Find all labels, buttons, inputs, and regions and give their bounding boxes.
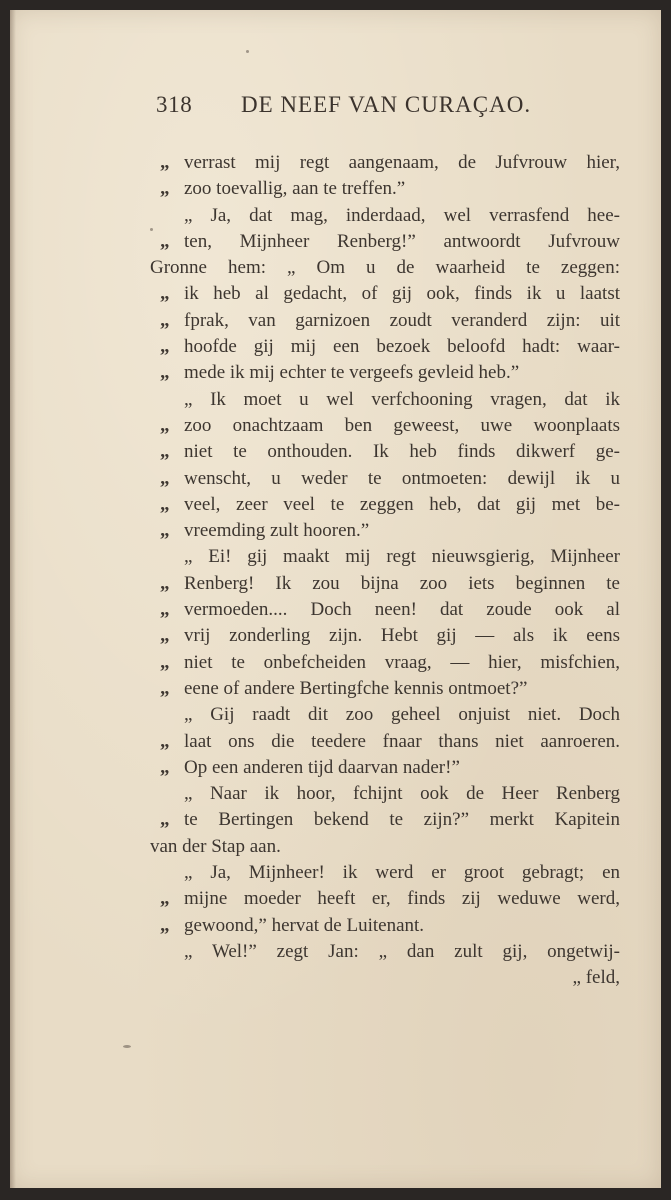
text-line <box>150 281 620 307</box>
running-head: DE NEEF VAN CURAÇAO. <box>241 92 532 117</box>
quote-mark: „ <box>160 809 169 831</box>
line-text: mede ik mij echter te vergeefs gevleid heb.” <box>184 362 520 384</box>
line-text: zoo onachtzaam ben geweest, uwe woonplaats <box>184 414 620 436</box>
line-text: hoofde gij mij een bezoek beloofd hadt: waar- <box>184 336 620 358</box>
line-text: „ Ja, Mijnheer! ik werd er groot gebragt; en <box>184 862 620 884</box>
line-text: „ Gij raadt dit zoo geheel onjuist niet. Doch <box>184 704 620 726</box>
quote-mark: „ <box>160 362 169 384</box>
line-text: „ Naar ik hoor, fchijnt ook de Heer Renberg <box>184 783 620 805</box>
quote-mark: „ <box>160 178 169 200</box>
line-text: „ feld, <box>572 967 620 989</box>
text-line <box>150 913 620 939</box>
book-page <box>10 10 661 1188</box>
line-text: niet te onthouden. Ik heb finds dikwerf ge- <box>184 441 620 463</box>
text-line <box>150 834 620 860</box>
text-line <box>150 597 620 623</box>
line-text: vreemding zult hooren.” <box>184 520 370 542</box>
quote-mark: „ <box>160 309 169 331</box>
line-text: mijne moeder heeft er, finds zij weduwe werd, <box>184 888 620 910</box>
text-line <box>150 676 620 702</box>
body-text <box>150 150 620 992</box>
line-text: „ Ei! gij maakt mij regt nieuwsgierig, Mijnheer <box>184 546 620 568</box>
line-text: Gronne hem: „ Om u de waarheid te zeggen: <box>150 257 620 279</box>
text-line <box>150 729 620 755</box>
line-text: vrij zonderling zijn. Hebt gij — als ik eens <box>184 625 620 647</box>
text-line <box>150 886 620 912</box>
quote-mark: „ <box>160 520 169 542</box>
line-text: fprak, van garnizoen zoudt veranderd zijn: uit <box>184 309 620 331</box>
line-text: „ Wel!” zegt Jan: „ dan zult gij, ongetwij- <box>184 940 620 962</box>
text-line <box>150 492 620 518</box>
paper-speck <box>123 1045 131 1048</box>
text-line <box>150 807 620 833</box>
line-text: ik heb al gedacht, of gij ook, finds ik u laatst <box>184 283 620 305</box>
text-line <box>150 387 620 413</box>
line-text: wenscht, u weder te ontmoeten: dewijl ik u <box>184 467 620 489</box>
text-line <box>150 439 620 465</box>
line-text: van der Stap aan. <box>150 835 281 857</box>
line-text: te Bertingen bekend te zijn?” merkt Kapitein <box>184 809 620 831</box>
text-line <box>150 308 620 334</box>
quote-mark: „ <box>160 914 169 936</box>
quote-mark: „ <box>160 625 169 647</box>
quote-mark: „ <box>160 336 169 358</box>
text-line <box>150 623 620 649</box>
quote-mark: „ <box>160 441 169 463</box>
text-line <box>150 360 620 386</box>
quote-mark: „ <box>160 651 169 673</box>
page-number: 318 <box>156 92 193 117</box>
text-line <box>150 150 620 176</box>
text-line <box>150 702 620 728</box>
text-line <box>150 229 620 255</box>
line-text: vermoeden.... Doch neen! dat zoude ook al <box>184 599 620 621</box>
quote-mark: „ <box>160 756 169 778</box>
quote-mark: „ <box>160 414 169 436</box>
line-text: laat ons die teedere fnaar thans niet aanroeren. <box>184 730 620 752</box>
text-line <box>150 650 620 676</box>
line-text: verrast mij regt aangenaam, de Jufvrouw hier, <box>184 152 620 173</box>
text-line <box>150 334 620 360</box>
line-text: gewoond,” hervat de Luitenant. <box>184 914 425 936</box>
quote-mark: „ <box>160 230 169 252</box>
line-text: zoo toevallig, aan te treffen.” <box>184 178 406 200</box>
line-text: veel, zeer veel te zeggen heb, dat gij met be- <box>184 493 620 515</box>
page-header <box>156 92 616 126</box>
text-line <box>150 860 620 886</box>
text-line <box>150 755 620 781</box>
quote-mark: „ <box>160 677 169 699</box>
text-line <box>150 413 620 439</box>
text-line <box>150 571 620 597</box>
paper-speck <box>150 228 153 231</box>
quote-mark: „ <box>160 572 169 594</box>
line-text: „ Ja, dat mag, inderdaad, wel verrasfend hee- <box>184 204 620 226</box>
text-line <box>150 255 620 281</box>
quote-mark: „ <box>160 599 169 621</box>
quote-mark: „ <box>160 283 169 305</box>
line-text: Renberg! Ik zou bijna zoo iets beginnen te <box>184 572 620 594</box>
text-line <box>150 466 620 492</box>
paper-speck <box>246 50 249 53</box>
line-text: ten, Mijnheer Renberg!” antwoordt Jufvrouw <box>184 230 620 252</box>
line-text: „ Ik moet u wel verfchooning vragen, dat ik <box>184 388 620 410</box>
line-text: Op een anderen tijd daarvan nader!” <box>184 756 460 778</box>
text-line <box>150 965 620 991</box>
line-text: niet te onbefcheiden vraag, — hier, misfchien, <box>184 651 620 673</box>
quote-mark: „ <box>160 888 169 910</box>
text-line <box>150 518 620 544</box>
text-line <box>150 544 620 570</box>
quote-mark: „ <box>160 152 169 173</box>
line-text: eene of andere Bertingfche kennis ontmoet?” <box>184 677 528 699</box>
quote-mark: „ <box>160 730 169 752</box>
quote-mark: „ <box>160 493 169 515</box>
binding-gutter <box>10 10 16 1188</box>
quote-mark: „ <box>160 467 169 489</box>
text-line <box>150 939 620 965</box>
text-line <box>150 203 620 229</box>
text-line <box>150 781 620 807</box>
text-line <box>150 176 620 202</box>
